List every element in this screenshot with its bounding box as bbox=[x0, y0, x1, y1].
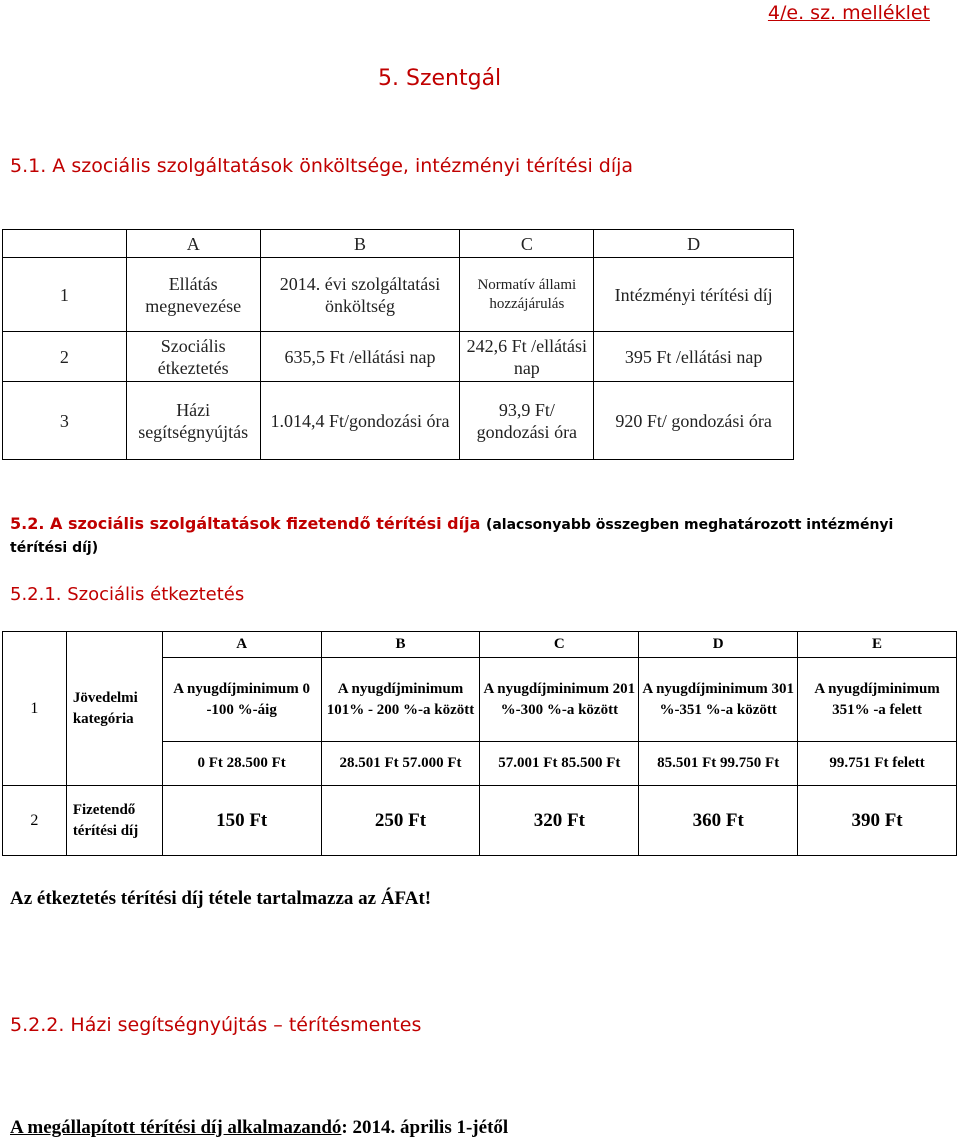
cost-table bbox=[2, 229, 794, 460]
table-cell: A nyugdíjminimum 0 -100 %-áig bbox=[162, 658, 321, 742]
table-cell: Házi segítségnyújtás bbox=[126, 382, 260, 460]
column-letter: D bbox=[594, 230, 794, 258]
table-row bbox=[3, 258, 794, 332]
fee-table bbox=[2, 631, 957, 856]
column-letter: E bbox=[798, 632, 957, 658]
column-letter: B bbox=[260, 230, 460, 258]
effective-date-value: : 2014. április 1-jétől bbox=[341, 1117, 509, 1138]
table-cell: 920 Ft/ gondozási óra bbox=[594, 382, 794, 460]
column-letter: A bbox=[162, 632, 321, 658]
table-cell: A nyugdíjminimum 301 %-351 %-a között bbox=[639, 658, 798, 742]
vat-note: Az étkeztetés térítési díj tétele tartalmazza az ÁFAt! bbox=[10, 888, 432, 909]
row-number: 3 bbox=[3, 382, 127, 460]
effective-date-label: A megállapított térítési díj alkalmazandó bbox=[10, 1117, 342, 1138]
column-letter: B bbox=[321, 632, 480, 658]
fee-value: 360 Ft bbox=[639, 786, 798, 856]
table-cell: Szociális étkeztetés bbox=[126, 332, 260, 382]
table-cell: Ellátás megnevezése bbox=[126, 258, 260, 332]
annex-label: 4/e. sz. melléklet bbox=[767, 2, 930, 24]
table-cell: 242,6 Ft /ellátási nap bbox=[460, 332, 594, 382]
table-cell: 99.751 Ft felett bbox=[798, 742, 957, 786]
table-cell: 635,5 Ft /ellátási nap bbox=[260, 332, 460, 382]
fee-value: 250 Ft bbox=[321, 786, 480, 856]
table-cell: 85.501 Ft 99.750 Ft bbox=[639, 742, 798, 786]
row-number: 2 bbox=[3, 786, 67, 856]
column-letter: D bbox=[639, 632, 798, 658]
fee-label: Fizetendő térítési díj bbox=[66, 786, 162, 856]
effective-date bbox=[10, 1117, 508, 1139]
column-letter: C bbox=[480, 632, 639, 658]
row-number: 1 bbox=[3, 632, 67, 786]
table-cell bbox=[3, 230, 127, 258]
table-cell: A nyugdíjminimum 351% -a felett bbox=[798, 658, 957, 742]
section-heading-5-2-1: 5.2.1. Szociális étkeztetés bbox=[10, 584, 245, 605]
column-letter: A bbox=[126, 230, 260, 258]
row-number: 1 bbox=[3, 258, 127, 332]
section-heading-5-1: 5.1. A szociális szolgáltatások önköltsége, intézményi térítési díja bbox=[10, 155, 634, 177]
fee-value: 150 Ft bbox=[162, 786, 321, 856]
table-cell: 0 Ft 28.500 Ft bbox=[162, 742, 321, 786]
section-heading-5-2 bbox=[10, 513, 950, 559]
table-cell: A nyugdíjminimum 201 %-300 %-a között bbox=[480, 658, 639, 742]
table-cell: 93,9 Ft/ gondozási óra bbox=[460, 382, 594, 460]
table-cell: 57.001 Ft 85.500 Ft bbox=[480, 742, 639, 786]
section-heading-5-2-2: 5.2.2. Házi segítségnyújtás – térítésmentes bbox=[10, 1014, 422, 1036]
table-row bbox=[3, 382, 794, 460]
table-row bbox=[3, 332, 794, 382]
fee-value: 320 Ft bbox=[480, 786, 639, 856]
income-category-label: Jövedelmi kategória bbox=[66, 632, 162, 786]
column-letter: C bbox=[460, 230, 594, 258]
table-cell: 2014. évi szolgáltatási önköltség bbox=[260, 258, 460, 332]
section-heading-note: (alacsonyabb összegben meghatározott intézményi térítési díj) bbox=[10, 517, 894, 556]
table-cell: Intézményi térítési díj bbox=[594, 258, 794, 332]
table-row bbox=[3, 632, 957, 658]
row-number: 2 bbox=[3, 332, 127, 382]
table-cell: 395 Ft /ellátási nap bbox=[594, 332, 794, 382]
table-cell: Normatív állami hozzájárulás bbox=[460, 258, 594, 332]
page-title: 5. Szentgál bbox=[378, 66, 502, 91]
table-cell: 1.014,4 Ft/gondozási óra bbox=[260, 382, 460, 460]
fee-value: 390 Ft bbox=[798, 786, 957, 856]
section-heading-main: 5.2. A szociális szolgáltatások fizetendő térítési díja bbox=[10, 514, 481, 533]
table-row bbox=[3, 786, 957, 856]
table-cell: 28.501 Ft 57.000 Ft bbox=[321, 742, 480, 786]
table-row bbox=[3, 230, 794, 258]
table-cell: A nyugdíjminimum 101% - 200 %-a között bbox=[321, 658, 480, 742]
